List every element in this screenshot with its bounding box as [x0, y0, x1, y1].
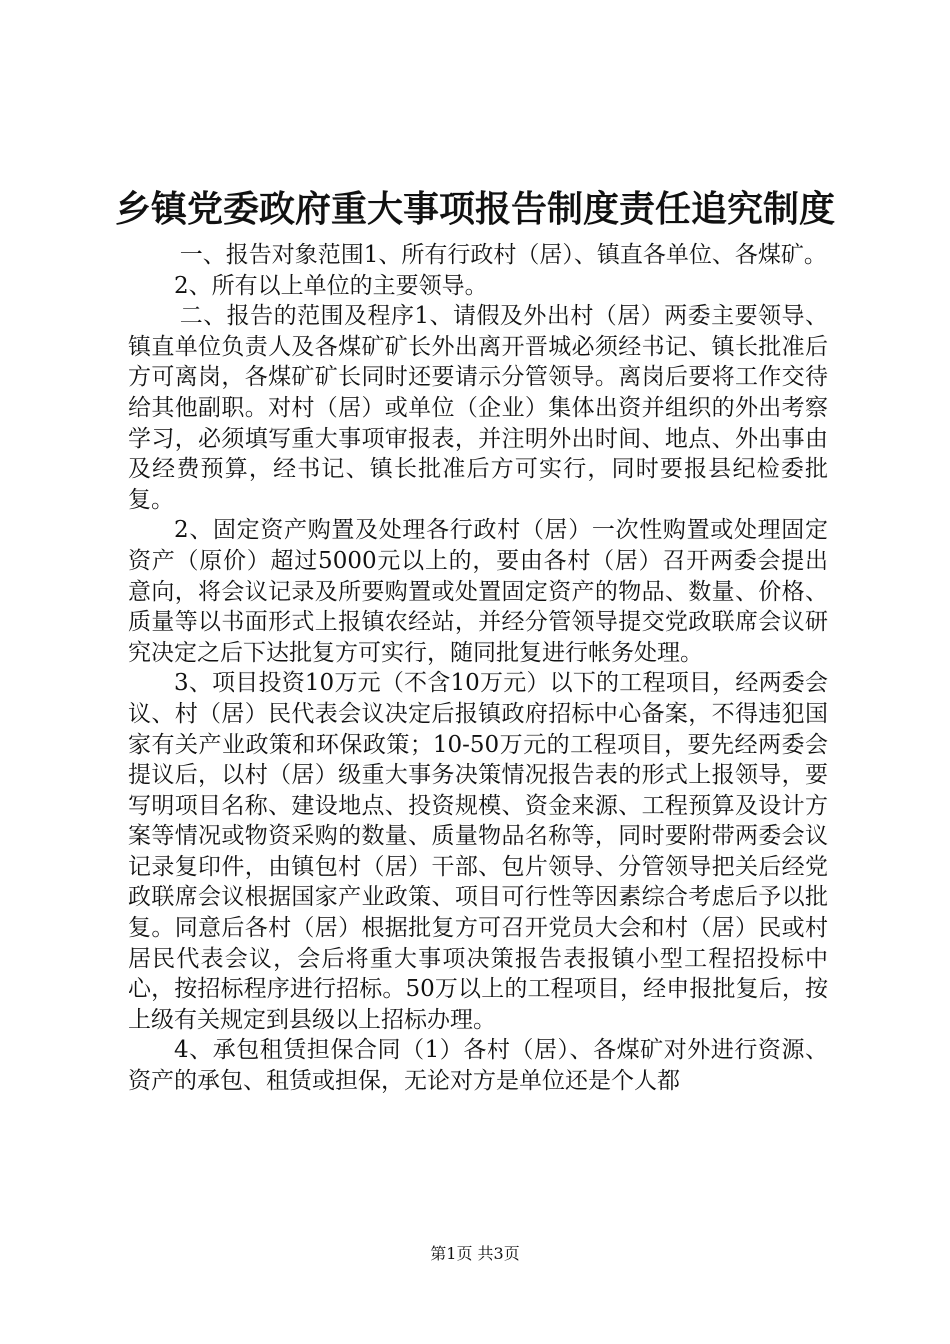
document-body — [128, 240, 828, 1097]
page-number-footer: 第1页 共3页 — [430, 1244, 520, 1263]
paragraph-fixed-assets: 2、固定资产购置及处理各行政村（居）一次性购置或处理固定资产（原价）超过5000元以上的，要由各村（居）召开两委会提出意向，将会议记录及所要购置或处置固定资产的物品、数量、价格、质量等以书面形式上报镇农经站，并经分管领导提交党政联席会议研究决定之后下达批复方可实行，随同批复进行帐务处理。 — [128, 517, 828, 666]
paragraph-project-investment: 3、项目投资10万元（不含10万元）以下的工程项目，经两委会议、村（居）民代表会议决定后报镇政府招标中心备案，不得违犯国家有关产业政策和环保政策；10-50万元的工程项目，要先经两委会提议后，以村（居）级重大事务决策情况报告表的形式上报领导，要写明项目名称、建设地点、投资规模、资金来源、工程预算及设计方案等情况或物资采购的数量、质量物品名称等，同时要附带两委会议记录复印件，由镇包村（居）干部、包片领导、分管领导把关后经党政联席会议根据国家产业政策、项目可行性等因素综合考虑后予以批复。同意后各村（居）根据批复方可召开党员大会和村（居）民或村居民代表会议，会后将重大事项决策报告表报镇小型工程招投标中心，按招标程序进行招标。50万以上的工程项目，经申报批复后，按上级有关规定到县级以上招标办理。 — [128, 670, 828, 1033]
paragraph-leaders: 2、所有以上单位的主要领导。 — [174, 272, 488, 299]
paragraph-report-procedure: 二、报告的范围及程序1、请假及外出村（居）两委主要领导、镇直单位负责人及各煤矿矿长外出离开晋城必须经书记、镇长批准后方可离岗，各煤矿矿长同时还要请示分管领导。离岗后要将工作交待给其他副职。对村（居）或单位（企业）集体出资并组织的外出考察学习，必须填写重大事项审报表，并注明外出时间、地点、外出事由及经费预算，经书记、镇长批准后方可实行，同时要报县纪检委批复。 — [128, 303, 828, 513]
document-title: 乡镇党委政府重大事项报告制度责任追究制度 — [114, 188, 835, 230]
paragraph-report-scope: 一、报告对象范围1、所有行政村（居）、镇直各单位、各煤矿。 — [179, 242, 827, 268]
paragraph-contracts: 4、承包租赁担保合同（1）各村（居）、各煤矿对外进行资源、资产的承包、租赁或担保，无论对方是单位还是个人都 — [128, 1037, 828, 1095]
